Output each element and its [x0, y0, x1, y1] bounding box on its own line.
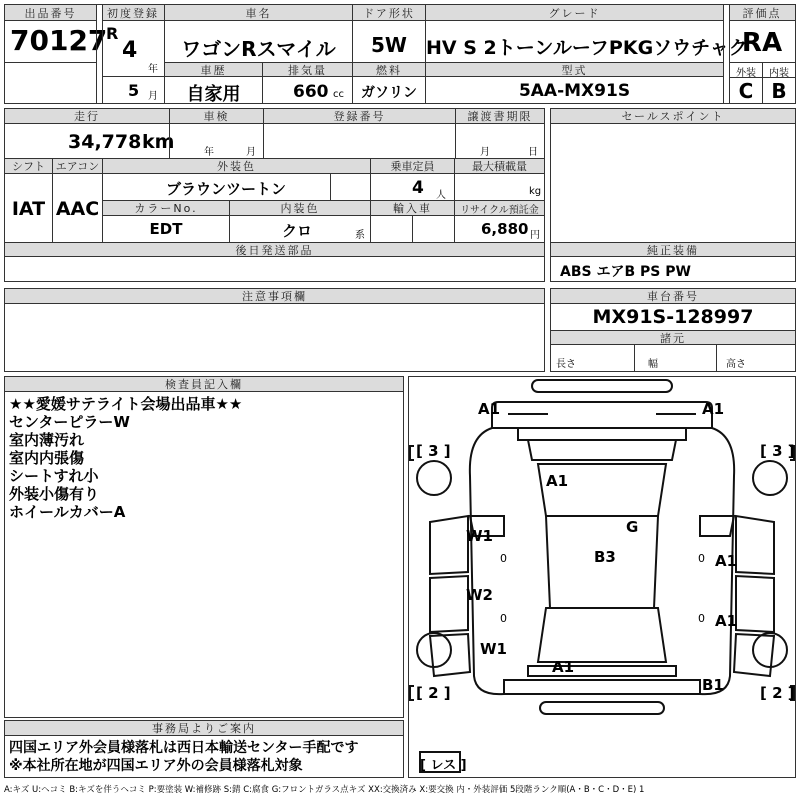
month-unit: 月 — [148, 91, 158, 102]
ext-grade-label: 外装 — [736, 68, 756, 79]
int-color-label: 内装色 — [230, 201, 370, 216]
mark-zero: 0 — [698, 612, 705, 625]
mark-front-left: A1 — [478, 400, 501, 418]
equipment: ABS エアB PS PW — [560, 264, 691, 280]
displacement-unit: cc — [333, 89, 344, 100]
year-unit: 年 — [148, 64, 158, 75]
lot-no-label: 出品番号 — [5, 5, 96, 21]
capacity-label: 乗車定員 — [371, 159, 454, 174]
max-load-label: 最大積載量 — [455, 159, 544, 174]
ext-color-label: 外装色 — [103, 159, 370, 174]
model-label: 型式 — [426, 63, 723, 77]
history-label: 車歴 — [165, 63, 262, 77]
chassis-label: 車台番号 — [551, 289, 795, 304]
mileage: 34,778 — [68, 131, 142, 153]
color-no-label: カラーNo. — [103, 201, 229, 216]
capacity: 4 — [412, 178, 424, 198]
mark-hood: A1 — [546, 472, 569, 490]
displacement: 660 — [293, 82, 329, 102]
car-name-label: 車名 — [165, 5, 352, 21]
inspector-line: ★★愛媛サテライト会場出品車★★ — [9, 395, 243, 413]
mark-front-right: A1 — [702, 400, 725, 418]
fuel: ガソリン — [361, 85, 417, 101]
model: 5AA-MX91S — [518, 81, 631, 101]
mark-left-quarter: W1 — [480, 640, 507, 658]
history: 自家用 — [186, 84, 241, 105]
era: R — [106, 24, 119, 43]
reg-no-label: 登録番号 — [264, 109, 455, 124]
car-diagram — [408, 376, 796, 778]
color-no: EDT — [149, 220, 183, 238]
inspector-line: センターピラーW — [9, 413, 130, 431]
later-parts-label: 後日発送部品 — [5, 243, 544, 257]
mark-right-rear-door: A1 — [715, 612, 738, 630]
mark-left-rear-door: W2 — [466, 586, 493, 604]
recycle-label: リサイクル預託金 — [455, 201, 544, 216]
inspector-line: 外装小傷有り — [9, 485, 100, 503]
int-grade-label: 内装 — [769, 68, 789, 79]
mark-tire-rl: [ 2 ] — [416, 684, 451, 702]
score: RA — [741, 28, 783, 58]
door-label: ドア形状 — [353, 5, 425, 21]
office-line: 四国エリア外会員様落札は西日本輸送センター手配です — [9, 740, 359, 756]
car-name: ワゴンRスマイル — [181, 37, 336, 61]
office-line: ※本社所在地が四国エリア外の会員様落札対象 — [9, 758, 303, 774]
mark-right-front-door: A1 — [715, 552, 738, 570]
ac-label: エアコン — [53, 159, 102, 174]
mileage-unit: km — [142, 131, 175, 153]
fuel-label: 燃料 — [353, 63, 425, 77]
chassis-no: MX91S-128997 — [592, 306, 754, 328]
shift-label: シフト — [5, 159, 52, 174]
inspector-line: 室内薄汚れ — [9, 431, 85, 449]
int-grade: B — [771, 79, 787, 103]
grade-label: グレード — [426, 5, 723, 21]
mark-tire-fr: [ 3 ] — [760, 442, 795, 460]
mark-tire-fl: [ 3 ] — [416, 442, 451, 460]
mark-roof: B3 — [594, 548, 616, 566]
transfer-label: 譲渡書期限 — [456, 109, 544, 124]
recycle: 6,880 — [481, 220, 529, 238]
door: 5W — [371, 33, 407, 57]
mark-zero: 0 — [500, 612, 507, 625]
mark-zero: 0 — [500, 552, 507, 565]
reg-year: 4 — [122, 38, 138, 63]
notes-label: 注意事項欄 — [5, 289, 544, 304]
mark-rear-right: B1 — [702, 676, 724, 694]
mark-left-front-door: W1 — [466, 527, 493, 545]
ext-color: ブラウンツートン — [166, 180, 287, 198]
import-label: 輸入車 — [371, 201, 454, 216]
mark-spare: [ レス ] — [420, 758, 467, 773]
specs-label: 諸元 — [551, 331, 795, 345]
mileage-label: 走行 — [5, 109, 169, 124]
sales-point-label: セールスポイント — [551, 109, 795, 124]
inspector-lines — [9, 395, 242, 521]
ext-grade: C — [738, 79, 754, 103]
grade: HV S 2トーンルーフPKGソウチャク — [426, 37, 748, 59]
mark-windshield: G — [626, 518, 639, 536]
mark-tire-rr: [ 2 ] — [760, 684, 795, 702]
inspector-line: ホイールカバーA — [9, 503, 126, 521]
legend: A:キズ U:ヘコミ B:キズを伴うヘコミ P:要塗装 W:補修跡 S:錆 C:腐食 G:フロントガラス点キズ XX:交換済み X:要交換 内・外装評価 5段階ランク順(A・B・C・D・E) 1 — [4, 785, 645, 795]
office-label: 事務局よりご案内 — [5, 721, 403, 736]
equipment-label: 純正装備 — [551, 243, 795, 257]
mark-zero: 0 — [698, 552, 705, 565]
displacement-label: 排気量 — [263, 63, 352, 77]
inspector-label: 検査員記入欄 — [5, 377, 403, 392]
office-lines — [9, 739, 358, 775]
score-label: 評価点 — [729, 5, 795, 21]
ac: AAC — [55, 198, 100, 220]
shift: IAT — [11, 198, 46, 220]
inspector-line: 室内内張傷 — [9, 449, 85, 467]
inspector-line: シートすれ小 — [9, 467, 99, 485]
mark-rear-roof: A1 — [552, 658, 575, 676]
inspection-label: 車検 — [170, 109, 263, 124]
first-reg-label: 初度登録 — [102, 5, 164, 21]
reg-month: 5 — [128, 81, 140, 100]
lot-no: 70127 — [10, 24, 108, 57]
int-color: クロ — [282, 222, 313, 240]
